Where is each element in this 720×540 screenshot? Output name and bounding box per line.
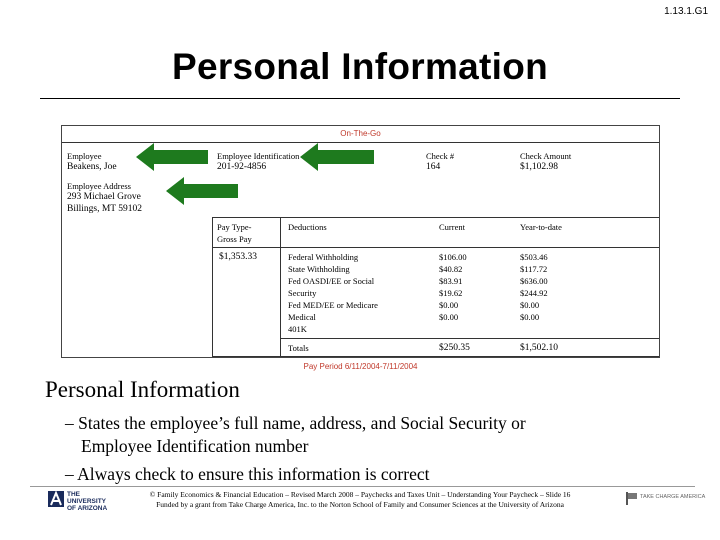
list-item: $0.00: [520, 300, 540, 310]
section-title: Personal Information: [45, 377, 240, 402]
address-line1: 293 Michael Grove: [67, 192, 141, 202]
list-item: $40.82: [439, 264, 463, 274]
address-line2: Billings, MT 59102: [67, 204, 143, 214]
bullet-2: – Always check to ensure this information is correct: [65, 464, 430, 484]
check-amount-value: $1,102.98: [520, 162, 558, 172]
list-item: $636.00: [520, 276, 548, 286]
university-logo: THE UNIVERSITY OF ARIZONA: [48, 490, 118, 510]
list-item: Fed OASDI/EE or Social: [288, 276, 375, 286]
list-item: Fed MED/EE or Medicare: [288, 300, 378, 310]
arrow-left-icon: [136, 142, 208, 172]
list-item: Security: [288, 288, 317, 298]
table-bottom-rule: [212, 356, 659, 357]
gross-pay-value: $1,353.33: [219, 252, 257, 262]
deductions-list: [288, 251, 378, 335]
list-item: $19.62: [439, 288, 463, 298]
footer-divider: [30, 486, 695, 487]
table-col-rule: [280, 217, 281, 357]
footer-line2: Funded by a grant from Take Charge America, Inc. to the Norton School of Family and Consumer Sciences at the University of Arizona: [156, 500, 564, 509]
flag-icon: [626, 492, 638, 505]
totals-current: $250.35: [439, 343, 470, 353]
list-item: $0.00: [439, 300, 459, 310]
employee-label: Employee: [67, 151, 102, 161]
list-item: State Withholding: [288, 264, 350, 274]
deductions-label: Deductions: [288, 222, 327, 232]
slide-number: 1.13.1.G1: [664, 6, 708, 17]
list-item: $503.46: [520, 252, 548, 262]
current-list: [439, 251, 467, 323]
employee-name: Beakens, Joe: [67, 162, 117, 172]
emp-id-value: 201-92-4856: [217, 162, 267, 172]
list-item: 401K: [288, 324, 307, 334]
emp-id-label: Employee Identification: [217, 151, 300, 161]
list-item: Medical: [288, 312, 316, 322]
pay-type-label: Pay Type- Gross Pay: [217, 222, 252, 244]
title-divider: [40, 98, 680, 99]
list-item: $0.00: [520, 312, 540, 322]
list-item: $83.91: [439, 276, 463, 286]
table-left-rule: [212, 217, 213, 357]
pay-stub: [61, 125, 660, 371]
totals-label: Totals: [288, 343, 309, 353]
list-item: $106.00: [439, 252, 467, 262]
check-number-value: 164: [426, 162, 441, 172]
page-title: Personal Information: [171, 46, 549, 87]
arrow-left-icon: [166, 176, 238, 206]
address-label: Employee Address: [67, 181, 131, 191]
totals-ytd: $1,502.10: [520, 343, 558, 353]
list-item: Federal Withholding: [288, 252, 359, 262]
list-item: $0.00: [439, 312, 459, 322]
check-number-label: Check #: [426, 151, 455, 161]
footer-line1: © Family Economics & Financial Education – Revised March 2008 – Paychecks and Taxes Unit – Understanding Your Paycheck – Slide 16: [149, 490, 571, 499]
table-totals-rule: [280, 338, 659, 339]
ytd-label: Year-to-date: [520, 222, 562, 232]
ytd-list: [520, 251, 548, 323]
take-charge-logo: TAKE CHARGE AMERICA: [626, 491, 698, 507]
arrow-left-icon: [300, 142, 374, 172]
bullet-1: – States the employee’s full name, address, and Social Security or Employee Identification number: [65, 413, 526, 456]
check-amount-label: Check Amount: [520, 151, 572, 161]
list-item: $117.72: [520, 264, 548, 274]
stub-header: On-The-Go: [340, 129, 381, 138]
pay-period: Pay Period 6/11/2004-7/11/2004: [303, 362, 418, 371]
current-label: Current: [439, 222, 465, 232]
list-item: $244.92: [520, 288, 548, 298]
